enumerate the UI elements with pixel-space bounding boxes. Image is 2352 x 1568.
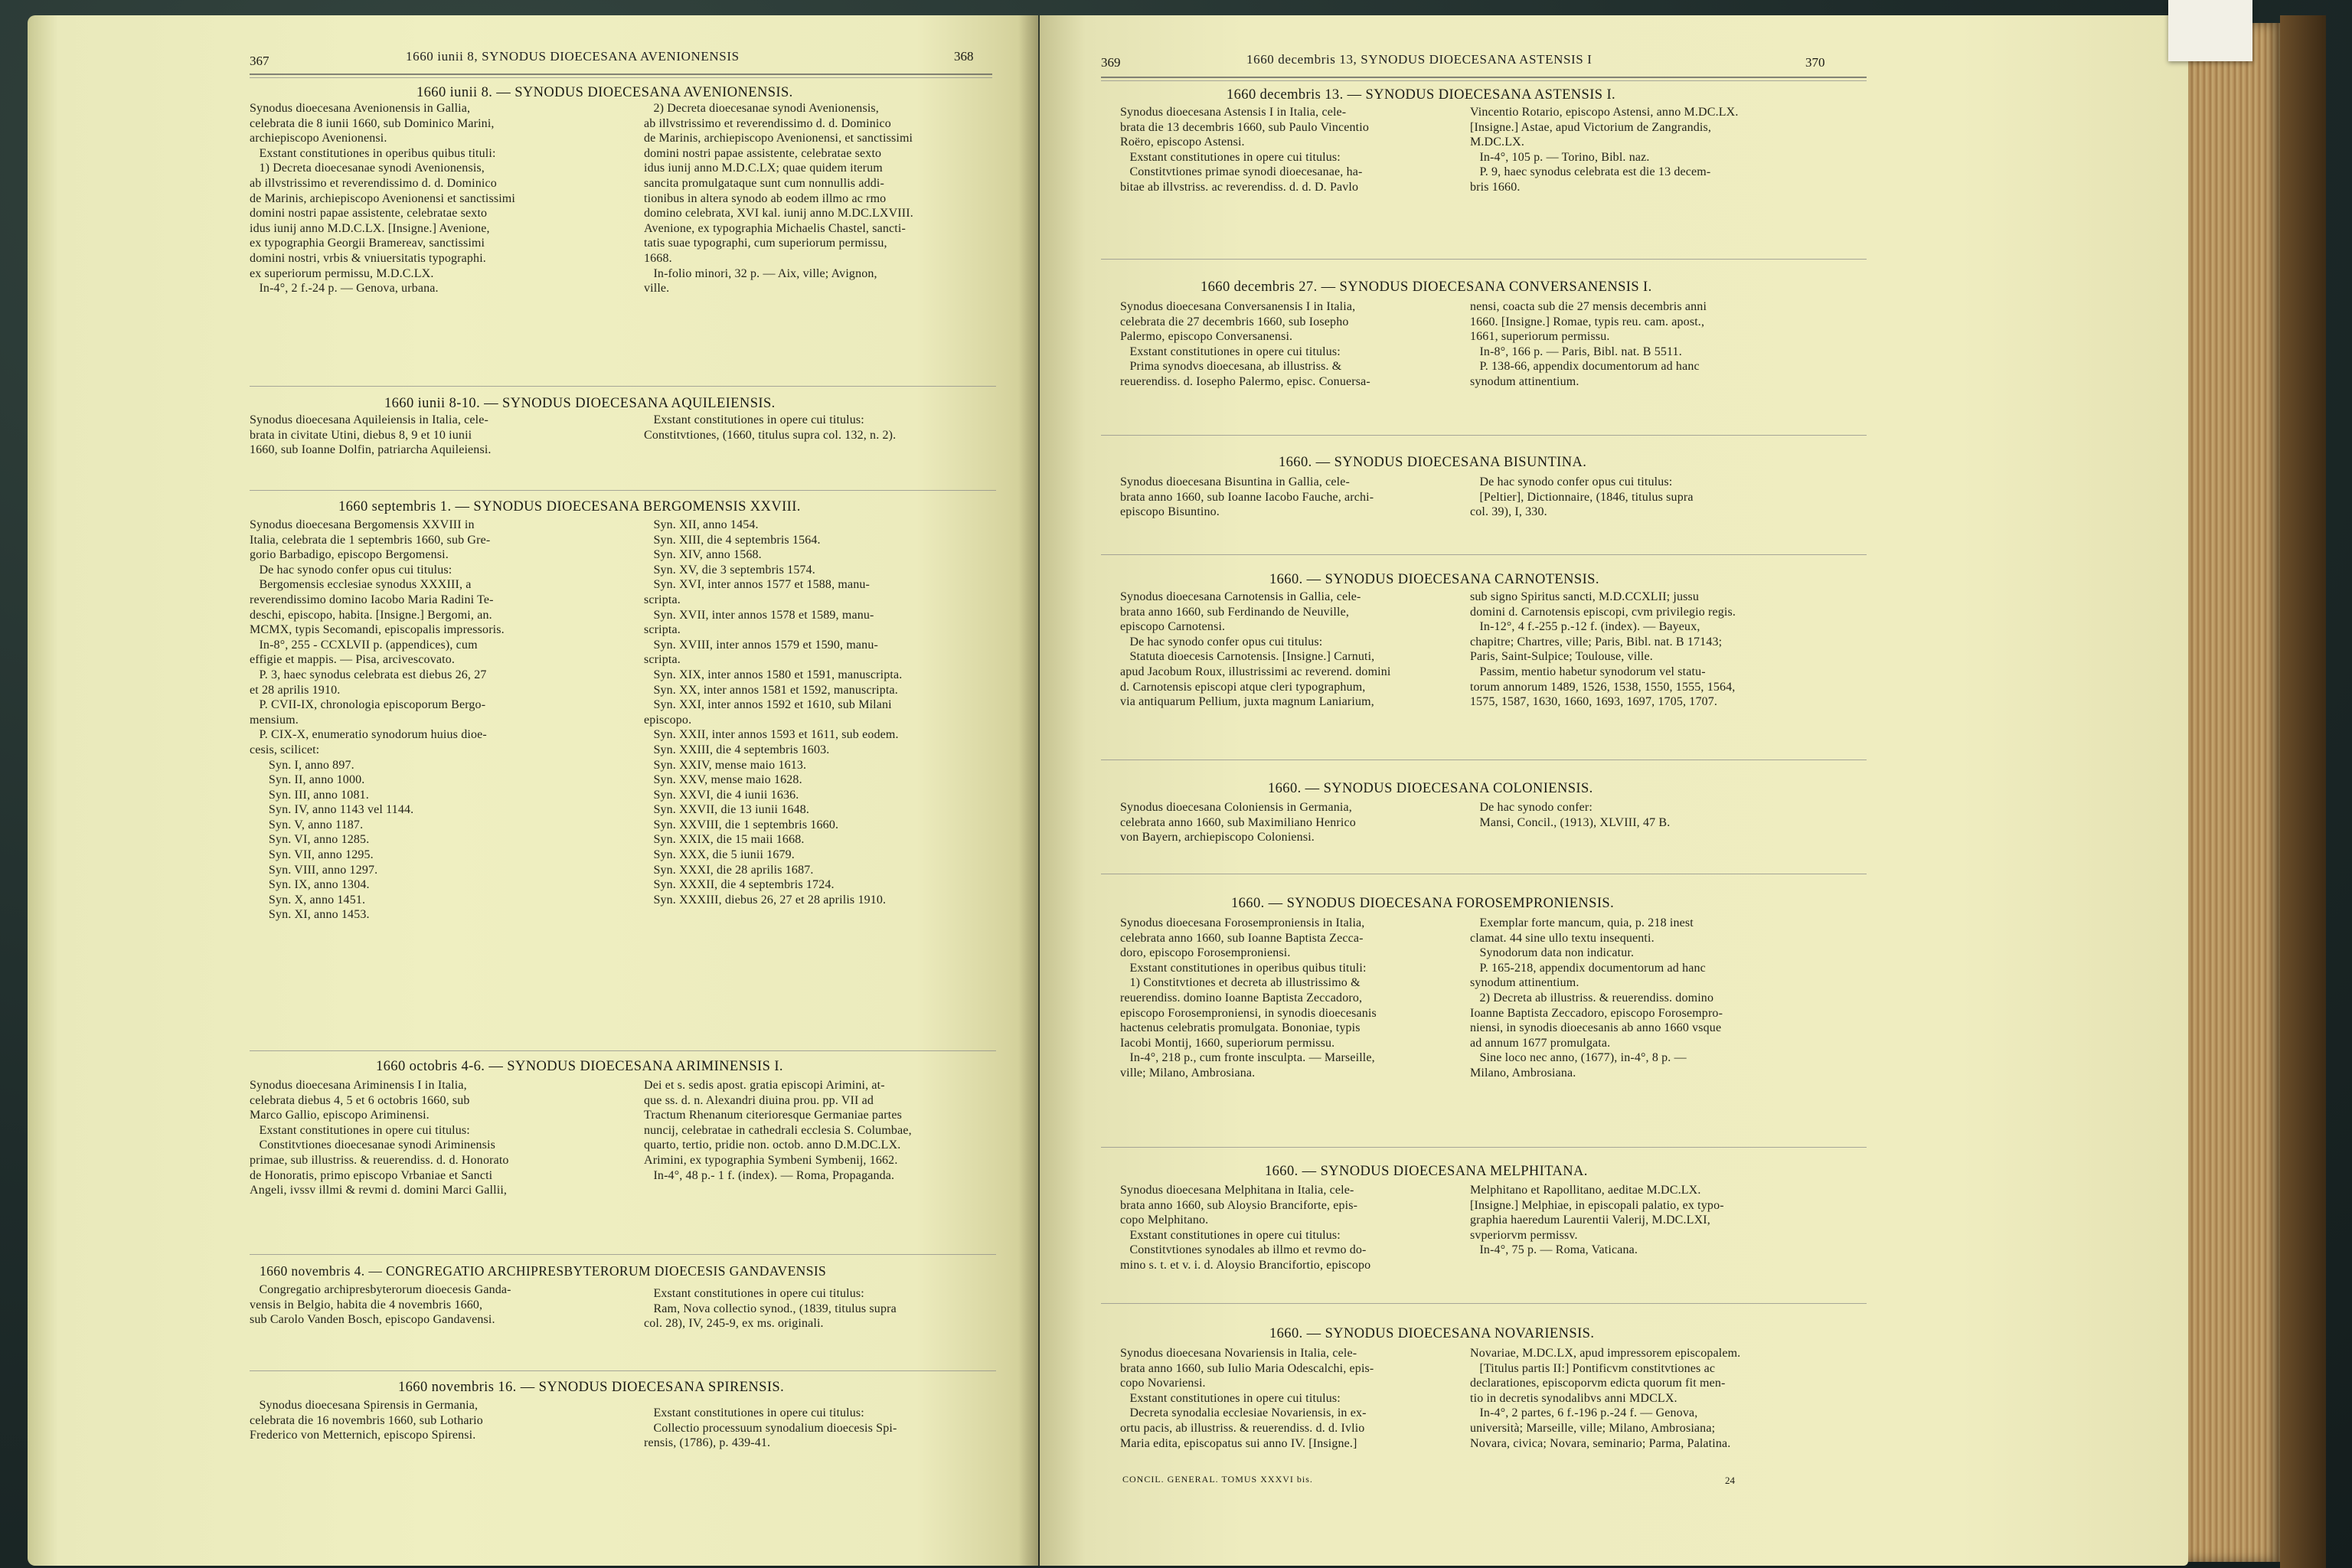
section-text-right: Exstant constitutiones in opere cui titulus: Ram, Nova collectio synod., (1839, titulus supra col. 28), IV, 245-9, ex ms. originali. — [644, 1287, 897, 1331]
section-title: 1660. — SYNODUS DIOECESANA CARNOTENSIS. — [1269, 572, 1599, 587]
section-text-right: Dei et s. sedis apost. gratia episcopi Arimini, at- que ss. d. n. Alexandri diuina prou. pp. VII ad Tractum Rhenanum citerioresque Germaniae partes nuncij, celebratae in cathedrali ecclesia S. Columbae, quarto, tertio, pridie non. octob. anno D.M.DC.LX. Arimini, ex typographia Symbeni Symbenij, 1662. In-4°, 48 p.- 1 f. (index). — Roma, Propaganda. — [644, 1079, 912, 1182]
section-title: 1660 iunii 8-10. — SYNODUS DIOECESANA AQUILEIENSIS. — [384, 396, 776, 411]
section-text-left: Synodus dioecesana Avenionensis in Gallia, celebrata die 8 iunii 1660, sub Dominico Marini, archiepiscopo Avenionensi. Exstant constitutiones in operibus quibus tituli: 1) Decreta dioecesanae synodi Avenionensis, ab illvstrissimo et reverendissimo d. d. Dominico de Marinis, archiepiscopo Avenionensi et sanctissimi domini nostri papae assistente, celebratae sexto idus iunij anno M.D.C.LX. [Insigne.] Avenione, ex typographia Georgii Bramereav, sanctissimi domini nostri, vrbis & vniuersitatis typographi. ex superiorum permissu, M.D.C.LX. In-4°, 2 f.-24 p. — Genova, urbana. — [250, 102, 515, 296]
section-text-left: Synodus dioecesana Conversanensis I in Italia, celebrata die 27 decembris 1660, sub Iosepho Palermo, episcopo Conversanensi. Exstant constitutiones in opere cui titulus: Prima synodvs dioecesana, ab illustriss. & reuerendiss. d. Iosepho Palermo, episc. Conuersa- — [1120, 300, 1370, 388]
section-text-right: sub signo Spiritus sancti, M.D.CCXLII; jussu domini d. Carnotensis episcopi, cvm privilegio regis. In-12°, 4 f.-255 p.-12 f. (index). — Bayeux, chapitre; Chartres, ville; Paris, Bibl. nat. B 17143; Paris, Saint-Sulpice; Toulouse, ville. Passim, mentio habetur synodorum vel statu- torum annorum 1489, 1526, 1538, 1550, 1555, 1564, 1575, 1587, 1630, 1660, 1693, 1697, 1705, 1707. — [1470, 590, 1736, 709]
section-text-left: Synodus dioecesana Forosemproniensis in Italia, celebrata anno 1660, sub Ioanne Baptista Zecca- doro, episcopo Forosemproniensi. Exstant constitutiones in operibus quibus tituli: 1) Constitvtiones et decreta ab illustrissimo & reuerendiss. domino Ioanne Baptista Zeccadoro, episcopo Forosemproniensi, in synodis dioecesanis hactenus celebratis promulgata. Bononiae, typis Iacobi Montij, 1660, superiorum permissu. In-4°, 218 p., cum fronte insculpta. — Marseille, ville; Milano, Ambrosiana. — [1120, 916, 1377, 1080]
section-text-right: Syn. XII, anno 1454. Syn. XIII, die 4 septembris 1564. Syn. XIV, anno 1568. Syn. XV, die 3 septembris 1574. Syn. XVI, inter annos 1577 et 1588, manu- scripta. Syn. XVII, inter annos 1578 et 1589, manu- scripta. Syn. XVIII, inter annos 1579 et 1590, manu- scripta. Syn. XIX, inter annos 1580 et 1591, manuscripta. Syn. XX, inter annos 1581 et 1592, manuscripta. Syn. XXI, inter annos 1592 et 1610, sub Milani episcopo. Syn. XXII, inter annos 1593 et 1611, sub eodem. Syn. XXIII, die 4 septembris 1603. Syn. XXIV, mense maio 1613. Syn. XXV, mense maio 1628. Syn. XXVI, die 4 iunii 1636. Syn. XXVII, die 13 iunii 1648. Syn. XXVIII, die 1 septembris 1660. Syn. XXIX, die 15 maii 1668. Syn. XXX, die 5 iunii 1679. Syn. XXXI, die 28 aprilis 1687. Syn. XXXII, die 4 septembris 1724. Syn. XXXIII, diebus 26, 27 et 28 aprilis 1910. — [644, 518, 903, 906]
section-title: 1660 iunii 8. — SYNODUS DIOECESANA AVENIONENSIS. — [416, 85, 793, 100]
section-text-left: Synodus dioecesana Spirensis in Germania, celebrata die 16 novembris 1660, sub Lothario Frederico von Metternich, episcopo Spirensi. — [250, 1399, 483, 1442]
section-title: 1660 novembris 4. — CONGREGATIO ARCHIPRESBYTERORUM DIOECESIS GANDAVENSIS — [260, 1263, 827, 1279]
paper-slip — [2168, 0, 2252, 61]
section-title: 1660 decembris 13. — SYNODUS DIOECESANA ASTENSIS I. — [1227, 87, 1616, 103]
section-text-right: Vincentio Rotario, episcopo Astensi, anno M.DC.LX. [Insigne.] Astae, apud Victorium de Zangrandis, M.DC.LX. In-4°, 105 p. — Torino, Bibl. naz. P. 9, haec synodus celebrata est die 13 decem- bris 1660. — [1470, 106, 1739, 194]
section-text-right: Novariae, M.DC.LX, apud impressorem episcopalem. [Titulus partis II:] Pontificvm constitvtiones ac declarationes, episcoporvm edicta quorum fit men- tio in decretis synodalibvs anni MDCLX. In-4°, 2 partes, 6 f.-196 p.-24 f. — Genova, università; Marseille, ville; Milano, Ambrosiana; Novara, civica; Novara, seminario; Parma, Palatina. — [1470, 1347, 1741, 1450]
section-text-left: Synodus dioecesana Melphitana in Italia, cele- brata anno 1660, sub Aloysio Branciforte, epis- copo Melphitano. Exstant constitutiones in opere cui titulus: Constitvtiones synodales ab illmo et revmo do- mino s. t. et v. i. d. Aloysio Brancifortio, episcopo — [1120, 1184, 1371, 1272]
page-number-368: 368 — [954, 49, 974, 64]
left-page — [28, 15, 1038, 1566]
section-text-left: Synodus dioecesana Ariminensis I in Italia, celebrata diebus 4, 5 et 6 octobris 1660, sub Marco Gallio, episcopo Ariminensi. Exstant constitutiones in opere cui titulus: Constitvtiones dioecesanae synodi Ariminensis primae, sub illustriss. & reuerendiss. d. d. Honorato de Honoratis, primo episcopo Vrbaniae et Sancti Angeli, ivssv illmi & revmi d. domini Marci Gallii, — [250, 1079, 509, 1197]
section-title: 1660. — SYNODUS DIOECESANA MELPHITANA. — [1265, 1164, 1588, 1179]
section-text-left: Synodus dioecesana Coloniensis in Germania, celebrata anno 1660, sub Maximiliano Henrico von Bayern, archiepiscopo Coloniensi. — [1120, 801, 1356, 844]
section-title: 1660. — SYNODUS DIOECESANA FOROSEMPRONIENSIS. — [1231, 896, 1615, 911]
section-text-left: Synodus dioecesana Aquileiensis in Italia, cele- brata in civitate Utini, diebus 8, 9 et 10 iunii 1660, sub Ioanne Dolfin, patriarcha Aquileiensi. — [250, 413, 492, 457]
section-title: 1660 novembris 16. — SYNODUS DIOECESANA SPIRENSIS. — [398, 1380, 785, 1395]
left-running-head: 1660 iunii 8, SYNODUS DIOECESANA AVENIONENSIS — [406, 49, 740, 64]
section-text-left: Congregatio archipresbyterorum dioecesis Ganda- vensis in Belgio, habita die 4 novembris 1660, sub Carolo Vanden Bosch, episcopo Gandavensi. — [250, 1283, 511, 1327]
section-title: 1660 decembris 27. — SYNODUS DIOECESANA CONVERSANENSIS I. — [1200, 279, 1652, 295]
section-text-right: De hac synodo confer opus cui titulus: [Peltier], Dictionnaire, (1846, titulus supra col. 39), I, 330. — [1470, 475, 1694, 519]
section-title: 1660. — SYNODUS DIOECESANA BISUNTINA. — [1279, 455, 1587, 470]
page-edges — [2188, 23, 2280, 1562]
section-title: 1660. — SYNODUS DIOECESANA NOVARIENSIS. — [1269, 1326, 1595, 1341]
section-text-right: nensi, coacta sub die 27 mensis decembris anni 1660. [Insigne.] Romae, typis reu. cam. apost., 1661, superiorum permissu. In-8°, 166 p. — Paris, Bibl. nat. B 5511. P. 138-66, appendix documentorum ad hanc synodum attinentium. — [1470, 300, 1707, 388]
section-title: 1660 septembris 1. — SYNODUS DIOECESANA BERGOMENSIS XXVIII. — [338, 499, 801, 514]
section-text-right: Melphitano et Rapollitano, aeditae M.DC.LX. [Insigne.] Melphiae, in episcopali palatio, ex typo- graphia haeredum Laurentii Valerij, M.DC.LXI, svperiorvm permissv. In-4°, 75 p. — Roma, Vaticana. — [1470, 1184, 1724, 1257]
section-text-left: Synodus dioecesana Astensis I in Italia, cele- brata die 13 decembris 1660, sub Paulo Vincentio Roëro, episcopo Astensi. Exstant constitutiones in opere cui titulus: Constitvtiones primae synodi dioecesanae, ha- bitae ab illvstriss. ac reverendiss. d. d. D. Pavlo — [1120, 106, 1369, 194]
signature-mark: 24 — [1725, 1475, 1735, 1486]
section-text-left: Synodus dioecesana Novariensis in Italia, cele- brata anno 1660, sub Iulio Maria Odescalchi, epis- copo Novariensi. Exstant constitutiones in opere cui titulus: Decreta synodalia ecclesiae Novariensis, in ex- ortu pacis, ab illustriss. & reuerendiss. d. d. Ivlio Maria edita, episcopatus sui anno IV. [Insigne.] — [1120, 1347, 1374, 1450]
right-page — [1040, 15, 2188, 1566]
section-text-right: 2) Decreta dioecesanae synodi Avenionensis, ab illvstrissimo et reverendissimo d. d. Dominico de Marinis, archiepiscopo Avenionensi, et sanctissimi domini nostri papae assistente, celebratae sexto idus iunij anno M.D.C.LX; quae quidem iterum sancita promulgataque sunt cum nonnullis addi- tionibus in altera synodo ab eodem illmo ac rmo domino celebrata, XVI kal. iunij anno M.DC.LXVIII. Avenione, ex typographia Michaelis Chastel, sancti- tatis suae typographi, cum superiorum permissu, 1668. In-folio minori, 32 p. — Aix, ville; Avignon, ville. — [644, 102, 913, 296]
page-number-369: 369 — [1101, 55, 1121, 70]
section-text-left: Synodus dioecesana Carnotensis in Gallia, cele- brata anno 1660, sub Ferdinando de Neuville, episcopo Carnotensi. De hac synodo confer opus cui titulus: Statuta dioecesis Carnotensis. [Insigne.] Carnuti, apud Jacobum Roux, illustrissimi ac reverend. domini d. Carnotensis episcopi atque cleri typographum, via antiquarum Pellium, juxta magnum Laniarium, — [1120, 590, 1391, 709]
section-text-right: Exemplar forte mancum, quia, p. 218 inest clamat. 44 sine ullo textu insequenti. Synodorum data non indicatur. P. 165-218, appendix documentorum ad hanc synodum attinentium. 2) Decreta ab illustriss. & reuerendiss. domino Ioanne Baptista Zeccadoro, episcopo Forosempro- niensi, in synodis dioecesanis ab anno 1660 vsque ad annum 1677 promulgata. Sine loco nec anno, (1677), in-4°, 8 p. — Milano, Ambrosiana. — [1470, 916, 1723, 1080]
section-text-right: Exstant constitutiones in opere cui titulus: Collectio processuum synodalium dioecesis Spi- rensis, (1786), p. 439-41. — [644, 1406, 897, 1450]
section-text-left: Synodus dioecesana Bisuntina in Gallia, cele- brata anno 1660, sub Ioanne Iacobo Fauche, archi- episcopo Bisuntino. — [1120, 475, 1374, 519]
right-running-head: 1660 decembris 13, SYNODUS DIOECESANA ASTENSIS I — [1246, 52, 1592, 67]
page-number-370: 370 — [1805, 55, 1825, 70]
section-title: 1660. — SYNODUS DIOECESANA COLONIENSIS. — [1268, 781, 1593, 796]
section-text-right: Exstant constitutiones in opere cui titulus: Constitvtiones, (1660, titulus supra col. 132, n. 2). — [644, 413, 897, 442]
page-number-367: 367 — [250, 54, 270, 68]
section-text-right: De hac synodo confer: Mansi, Concil., (1913), XLVIII, 47 B. — [1479, 801, 1671, 829]
book-cover-edge — [2280, 15, 2326, 1568]
page-footer: CONCIL. GENERAL. TOMUS XXXVI bis. — [1122, 1474, 1313, 1485]
section-text-left: Synodus dioecesana Bergomensis XXVIII in Italia, celebrata die 1 septembris 1660, sub Gre- gorio Barbadigo, episcopo Bergomensi. De hac synodo confer opus cui titulus: Bergomensis ecclesiae synodus XXXIII, a reverendissimo domino Iacobo Maria Radini Te- deschi, episcopo, habita. [Insigne.] Bergomi, an. MCMX, typis Secomandi, episcopalis impressoris. In-8°, 255 - CCXLVII p. (appendices), cum effigie et mappis. — Pisa, arcivescovato. P. 3, haec synodus celebrata est diebus 26, 27 et 28 aprilis 1910. P. CVII-IX, chronologia episcoporum Bergo- mensium. P. CIX-X, enumeratio synodorum huius dioe- cesis, scilicet: Syn. I, anno 897. Syn. II, anno 1000. Syn. III, anno 1081. Syn. IV, anno 1143 vel 1144. Syn. V, anno 1187. Syn. VI, anno 1285. Syn. VII, anno 1295. Syn. VIII, anno 1297. Syn. IX, anno 1304. Syn. X, anno 1451. Syn. XI, anno 1453. — [250, 518, 505, 922]
section-title: 1660 octobris 4-6. — SYNODUS DIOECESANA ARIMINENSIS I. — [376, 1059, 783, 1074]
